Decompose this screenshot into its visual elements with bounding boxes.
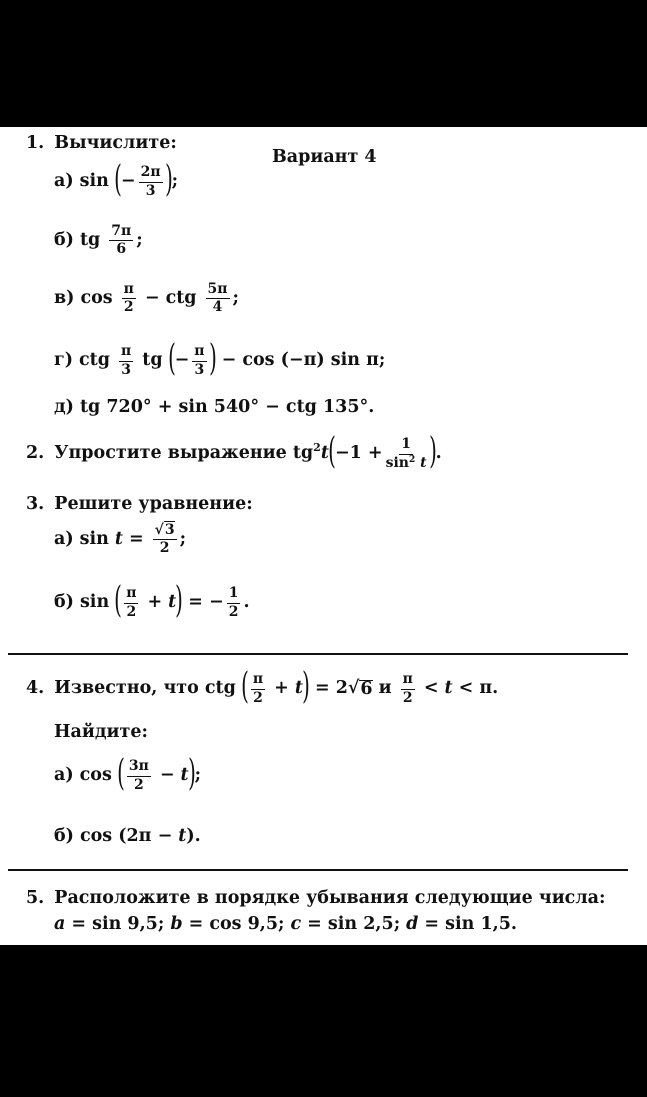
- fraction: [109, 224, 133, 258]
- task3-header: [26, 496, 253, 514]
- task-number: 1.: [26, 133, 45, 153]
- numerator: π: [251, 672, 265, 689]
- eq: = 2: [314, 678, 348, 699]
- numerator: 1: [227, 586, 241, 603]
- item-label: а): [54, 765, 74, 786]
- fn: ctg: [165, 288, 197, 309]
- denominator: 2: [133, 776, 144, 793]
- eq: =: [128, 529, 144, 550]
- numerator: π: [192, 344, 206, 361]
- eq: = −: [188, 592, 224, 613]
- denominator: 3: [194, 361, 205, 378]
- rest: − cos (−π) sin π;: [221, 350, 386, 371]
- task5-line2: [54, 916, 517, 934]
- end: .: [435, 443, 442, 464]
- var-t: t: [444, 678, 453, 699]
- val-b: = cos 9,5;: [188, 914, 285, 934]
- var-b: b: [170, 914, 183, 934]
- fn: tg: [79, 230, 101, 251]
- denominator: 3: [121, 361, 131, 378]
- fraction: [251, 672, 265, 706]
- task-number: 5.: [26, 888, 45, 908]
- fraction: [153, 523, 177, 557]
- task1-header: [26, 135, 177, 153]
- denominator: [386, 455, 427, 471]
- sqrt-sign: √: [347, 678, 360, 699]
- den-exp: 2: [408, 454, 416, 465]
- right-paren: ): [175, 580, 184, 621]
- fraction: [227, 586, 241, 620]
- task1-c: [54, 282, 239, 316]
- item-label: д): [54, 397, 74, 417]
- denominator: 2: [126, 603, 137, 620]
- left-paren: (: [116, 753, 125, 794]
- plus: +: [147, 592, 163, 613]
- exponent: 2: [313, 440, 321, 454]
- find-label: Найдите:: [54, 722, 148, 742]
- end: ).: [186, 826, 201, 846]
- task-title: Вычислите:: [54, 133, 177, 153]
- right-paren: ): [428, 431, 437, 472]
- task3-a: [54, 523, 186, 557]
- left-paren: (: [114, 159, 122, 200]
- fraction: [139, 165, 163, 199]
- var-t: t: [178, 826, 187, 846]
- val-d: = sin 1,5.: [424, 914, 518, 934]
- op: −: [144, 288, 160, 309]
- inner: −1 +: [334, 443, 383, 464]
- denominator: 2: [159, 540, 170, 557]
- end: ;: [194, 765, 202, 786]
- den-sin: sin: [385, 454, 409, 471]
- task-text: Расположите в порядке убывания следующие числа:: [54, 888, 606, 908]
- left-paren: (: [328, 431, 336, 472]
- task-number: 4.: [26, 678, 45, 699]
- item-label: а): [54, 529, 74, 550]
- left-paren: (: [241, 666, 249, 707]
- task2: [26, 431, 442, 472]
- var-t: t: [168, 592, 177, 613]
- sign: −: [174, 350, 190, 371]
- var-t: t: [294, 678, 303, 699]
- numerator: 1: [399, 437, 413, 454]
- fn: sin: [79, 529, 109, 550]
- task-text: Известно, что ctg: [54, 678, 236, 699]
- task1-a: [54, 159, 179, 200]
- item-label: г): [54, 350, 74, 371]
- denominator: 4: [212, 299, 223, 316]
- task4-a: [54, 753, 202, 794]
- task4-b: [54, 828, 201, 846]
- fn: sin: [79, 171, 109, 192]
- fraction: [124, 586, 138, 620]
- fraction: [386, 437, 427, 471]
- numerator: 3π: [127, 759, 151, 776]
- denominator: 3: [145, 182, 156, 199]
- plus: +: [274, 678, 289, 699]
- denominator: 2: [253, 689, 263, 706]
- fn: cos: [80, 288, 113, 309]
- variant-title: [272, 149, 377, 167]
- expr: tg 720° + sin 540° − ctg 135°.: [79, 397, 375, 417]
- radicand: 6: [360, 678, 373, 699]
- right-paren: ): [187, 753, 196, 794]
- worksheet: [0, 127, 647, 945]
- task1-e: [54, 399, 374, 417]
- item-label: б): [54, 230, 74, 251]
- task-text: Упростите выражение tg: [54, 443, 314, 464]
- fraction: [192, 344, 206, 378]
- task1-b: [54, 224, 143, 258]
- right-paren: ): [208, 338, 217, 379]
- fraction: [206, 282, 230, 316]
- variant-label: Вариант 4: [272, 147, 377, 167]
- var-c: c: [290, 914, 302, 934]
- denominator: 2: [228, 603, 239, 620]
- var-d: d: [406, 914, 419, 934]
- fraction: [119, 344, 133, 378]
- task-number: 3.: [26, 494, 45, 514]
- denominator: 2: [402, 689, 413, 706]
- end: ;: [179, 529, 187, 550]
- fraction: [122, 282, 136, 316]
- fn: tg: [142, 350, 163, 371]
- radicand: 3: [164, 522, 175, 538]
- numerator: π: [401, 672, 415, 689]
- task4: [26, 666, 499, 707]
- end: .: [243, 592, 250, 613]
- sqrt-sign: √: [154, 522, 164, 538]
- item-label: б): [54, 592, 74, 613]
- divider: [8, 653, 628, 655]
- end: ;: [232, 288, 240, 309]
- and: и: [378, 678, 392, 699]
- item-label: б): [54, 826, 74, 846]
- end: ;: [171, 171, 179, 192]
- fn: sin: [79, 592, 110, 613]
- task5-line1: [26, 890, 605, 908]
- end: ;: [136, 230, 143, 251]
- left-paren: (: [114, 580, 123, 621]
- item-label: в): [54, 288, 75, 309]
- fraction: [127, 759, 151, 793]
- ineq: < π.: [458, 678, 499, 699]
- numerator: π: [124, 586, 138, 603]
- numerator: 2π: [139, 165, 163, 182]
- numerator: 5π: [206, 282, 230, 299]
- divider: [8, 869, 628, 871]
- var-t: t: [114, 529, 123, 550]
- denominator: 6: [116, 241, 127, 258]
- den-t: t: [420, 454, 427, 471]
- numerator: π: [119, 344, 133, 361]
- val-c: = sin 2,5;: [307, 914, 401, 934]
- denominator: 2: [123, 299, 134, 316]
- var-t: t: [180, 765, 189, 786]
- var-a: a: [54, 914, 66, 934]
- task-number: 2.: [26, 443, 45, 464]
- fn: ctg: [79, 350, 110, 371]
- numerator: π: [122, 282, 136, 299]
- expr: cos (2π −: [79, 826, 173, 846]
- sign: −: [120, 171, 136, 192]
- numerator: 7π: [109, 224, 133, 241]
- fn: cos: [79, 765, 112, 786]
- val-a: = sin 9,5;: [71, 914, 165, 934]
- numerator: [153, 523, 177, 540]
- var-t: t: [320, 443, 329, 464]
- right-paren: ): [302, 666, 310, 707]
- ineq: <: [423, 678, 439, 699]
- task1-d: [54, 338, 386, 379]
- task3-b: [54, 580, 250, 621]
- left-paren: (: [167, 338, 176, 379]
- task-title: Решите уравнение:: [54, 494, 253, 514]
- right-paren: ): [164, 159, 173, 200]
- fraction: [401, 672, 415, 706]
- task4-find: [54, 724, 148, 742]
- minus: −: [159, 765, 175, 786]
- item-label: а): [54, 171, 74, 192]
